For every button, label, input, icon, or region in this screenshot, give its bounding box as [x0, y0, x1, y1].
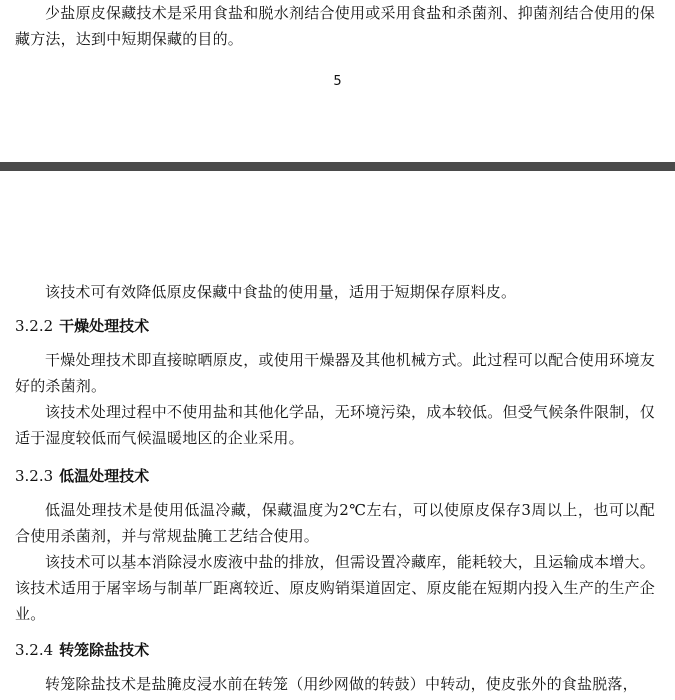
section-heading-3-2-4: [15, 637, 149, 663]
page-separator: [0, 162, 675, 171]
page-number: 5: [333, 74, 342, 89]
section-number: 3.2.3: [15, 467, 54, 485]
section-number: 3.2.2: [15, 317, 54, 335]
section-heading-3-2-3: [15, 463, 149, 489]
paragraph-intro: 该技术可有效降低原皮保藏中食盐的使用量，适用于短期保存原料皮。: [45, 283, 517, 301]
document-page-upper: [0, 0, 675, 162]
paragraph-low-temp-1: 低温处理技术是使用低温冷藏，保藏温度为2℃左右，可以使原皮保存3周以上，也可以配合使用杀菌剂，并与常规盐腌工艺结合使用。: [15, 501, 655, 545]
section-title: 低温处理技术: [59, 467, 150, 485]
paragraph-drum-desalting: 转笼除盐技术是盐腌皮浸水前在转笼（用纱网做的转鼓）中转动，使皮张外的食盐脱落，: [45, 675, 638, 693]
section-title: 转笼除盐技术: [59, 641, 150, 659]
section-title: 干燥处理技术: [59, 317, 150, 335]
section-heading-3-2-2: [15, 313, 149, 339]
paragraph-low-salt-preservation: 少盐原皮保藏技术是采用食盐和脱水剂结合使用或采用食盐和杀菌剂、抑菌剂结合使用的保藏方法，达到中短期保藏的目的。: [15, 4, 655, 48]
paragraph-drying-1: 干燥处理技术即直接晾晒原皮，或使用干燥器及其他机械方式。此过程可以配合使用环境友好的杀菌剂。: [15, 351, 655, 395]
section-number: 3.2.4: [15, 641, 54, 659]
document-page-lower: [0, 171, 675, 700]
paragraph-drying-2: 该技术处理过程中不使用盐和其他化学品，无环境污染，成本较低。但受气候条件限制，仅适于湿度较低而气候温暖地区的企业采用。: [15, 403, 655, 447]
paragraph-low-temp-2: 该技术可以基本消除浸水废液中盐的排放，但需设置冷藏库，能耗较大，且运输成本增大。该技术适用于屠宰场与制革厂距离较近、原皮购销渠道固定、原皮能在短期内投入生产的生产企业。: [15, 553, 655, 623]
